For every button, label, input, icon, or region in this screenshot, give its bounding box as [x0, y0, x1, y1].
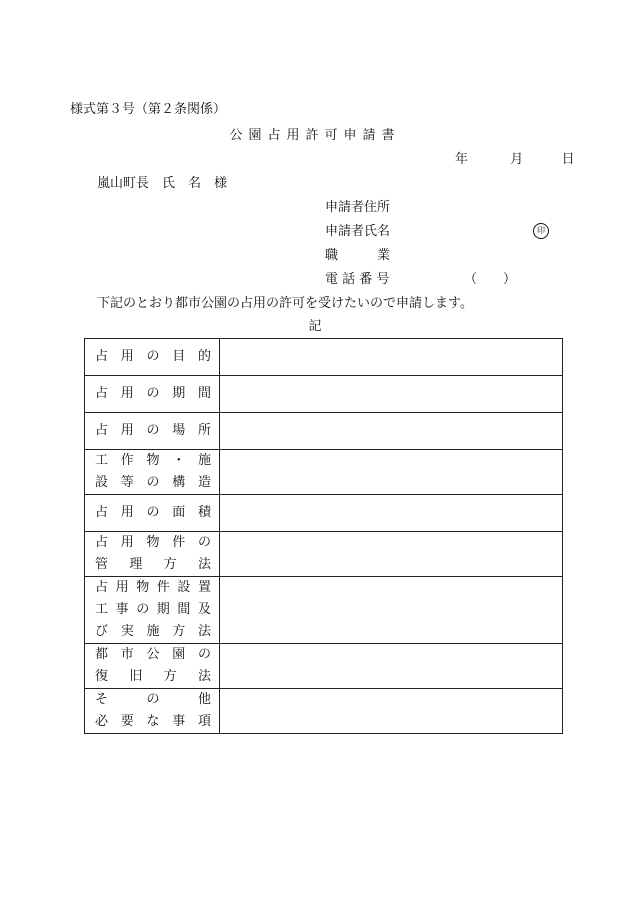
- row-label-line: 占 用 の 期 間: [95, 386, 211, 401]
- applicant-job-label: 職 業: [325, 248, 391, 263]
- seal-mark: 印: [533, 223, 549, 239]
- addressee: 嵐山町長 氏 名 様: [97, 176, 228, 191]
- row-label: [85, 577, 220, 644]
- row-label: [85, 532, 220, 577]
- row-label-line: 工 事 の 期 間 及: [95, 602, 211, 617]
- table-row: [85, 413, 563, 450]
- row-label: [85, 376, 220, 413]
- date-day: 日: [561, 152, 575, 167]
- row-value-field[interactable]: [220, 689, 563, 734]
- application-statement: 下記のとおり都市公園の占用の許可を受けたいので申請します。: [97, 296, 473, 311]
- date-year: 年: [455, 152, 469, 167]
- application-table: [84, 338, 563, 734]
- applicant-name-label: 申請者氏名: [325, 224, 391, 239]
- table-row: [85, 339, 563, 376]
- row-label-line: 占 用 の 面 積: [95, 505, 211, 520]
- row-label-line: 占 用 の 目 的: [95, 349, 211, 364]
- row-value-field[interactable]: [220, 376, 563, 413]
- form-number: 様式第３号（第２条関係）: [70, 102, 227, 117]
- row-value-field[interactable]: [220, 495, 563, 532]
- row-label: [85, 450, 220, 495]
- ki-heading: 記: [308, 319, 322, 334]
- row-label-line: 設 等 の 構 造: [95, 475, 211, 490]
- row-value-field[interactable]: [220, 450, 563, 495]
- applicant-tel-label: 電 話 番 号: [325, 272, 390, 287]
- row-label: [85, 689, 220, 734]
- document-title: 公園占用許可申請書: [229, 128, 401, 143]
- row-value-field[interactable]: [220, 577, 563, 644]
- row-label: [85, 413, 220, 450]
- row-label-line: 都 市 公 園 の: [95, 647, 211, 662]
- table-row: [85, 689, 563, 734]
- table-row: [85, 376, 563, 413]
- table-row: [85, 644, 563, 689]
- row-label: [85, 644, 220, 689]
- row-label: [85, 339, 220, 376]
- row-label-line: 復 旧 方 法: [95, 669, 211, 684]
- row-value-field[interactable]: [220, 339, 563, 376]
- row-label-line: 占 用 物 件 設 置: [95, 580, 211, 595]
- table-row: [85, 577, 563, 644]
- date-month: 月: [510, 152, 524, 167]
- applicant-address-label: 申請者住所: [325, 200, 391, 215]
- row-value-field[interactable]: [220, 644, 563, 689]
- row-value-field[interactable]: [220, 532, 563, 577]
- row-value-field[interactable]: [220, 413, 563, 450]
- row-label-line: そ の 他: [95, 692, 211, 707]
- row-label-line: 占 用 物 件 の: [95, 535, 211, 550]
- row-label-line: び 実 施 方 法: [95, 624, 211, 639]
- date-line: [455, 152, 575, 168]
- row-label-line: 工 作 物 ・ 施: [95, 453, 211, 468]
- row-label-line: 占 用 の 場 所: [95, 423, 211, 438]
- row-label-line: 管 理 方 法: [95, 557, 211, 572]
- tel-area-code-parens: （ ）: [464, 272, 517, 287]
- table-row: [85, 450, 563, 495]
- table-row: [85, 532, 563, 577]
- row-label-line: 必 要 な 事 項: [95, 714, 211, 729]
- table-row: [85, 495, 563, 532]
- row-label: [85, 495, 220, 532]
